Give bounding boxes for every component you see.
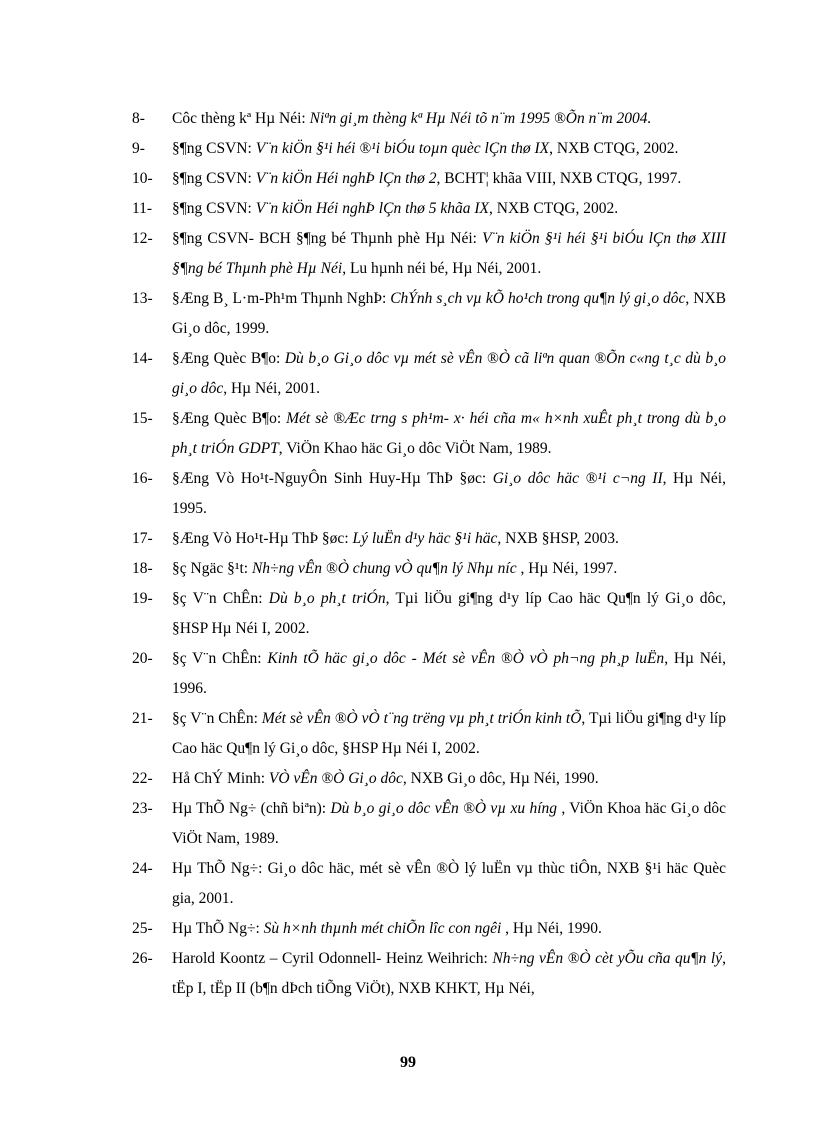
reference-item	[132, 284, 726, 344]
reference-author: §ç V¨n ChÊn:	[172, 710, 262, 727]
reference-number: 13-	[132, 290, 153, 307]
reference-item	[132, 404, 726, 464]
reference-title: Kinh tÕ häc gi¸o dôc - Mét sè vÊn ®Ò vÒ ph¬ng ph¸p luËn	[267, 650, 665, 667]
reference-item	[132, 704, 726, 764]
reference-publication: , NXB Gi¸o dôc, Hµ Néi, 1990.	[402, 770, 599, 787]
reference-number: 23-	[132, 800, 153, 817]
reference-text	[172, 404, 726, 464]
reference-text	[172, 194, 726, 224]
reference-number: 14-	[132, 350, 153, 367]
reference-number: 12-	[132, 230, 153, 247]
reference-title: Niªn gi¸m thèng kª Hµ Néi tõ n¨m 1995 ®Õn n¨m 2004.	[309, 110, 652, 127]
reference-text	[172, 134, 726, 164]
reference-text	[172, 224, 726, 284]
reference-author: Hµ ThÕ Ng÷ (chñ biªn):	[172, 800, 331, 817]
reference-item	[132, 644, 726, 704]
reference-title: V¨n kiÖn Héi nghÞ lÇn thø 5 khãa IX	[255, 200, 490, 217]
reference-author: §¶ng CSVN:	[172, 170, 256, 187]
reference-author: Hµ ThÕ Ng÷:	[172, 920, 264, 937]
reference-publication: , Hµ Néi, 1997.	[516, 560, 618, 577]
reference-publication: , Hµ Néi, 1996.	[172, 650, 726, 697]
reference-text	[172, 584, 726, 644]
reference-publication: , Tµi liÖu gi¶ng d¹y líp Cao häc Qu¶n lý Gi¸o dôc, §HSP Hµ Néi I, 2002.	[172, 590, 726, 637]
reference-publication: , ViÖn Khao häc Gi¸o dôc ViÖt Nam, 1989.	[278, 440, 552, 457]
reference-number: 10-	[132, 170, 153, 187]
reference-publication: , NXB §HSP, 2003.	[497, 530, 619, 547]
reference-number: 21-	[132, 710, 153, 727]
reference-text	[172, 164, 726, 194]
reference-number: 25-	[132, 920, 153, 937]
reference-title: Nh÷ng vÊn ®Ò chung vÒ qu¶n lý Nhµ níc	[251, 560, 517, 577]
reference-author: Hå ChÝ Minh:	[172, 770, 269, 787]
reference-item	[132, 344, 726, 404]
reference-title: Mét sè vÊn ®Ò vÒ t¨ng trëng vµ ph¸t triÓn kinh tÕ	[261, 710, 582, 727]
reference-publication: , NXB Gi¸o dôc, 1999.	[172, 290, 726, 337]
reference-number: 16-	[132, 470, 153, 487]
reference-publication: , NXB CTQG, 2002.	[489, 200, 619, 217]
reference-number: 22-	[132, 770, 153, 787]
reference-number: 15-	[132, 410, 153, 427]
reference-title: Lý luËn d¹y häc §¹i häc	[352, 530, 498, 547]
reference-text	[172, 764, 726, 794]
reference-publication: , Hµ Néi, 1995.	[172, 470, 726, 517]
reference-item	[132, 584, 726, 644]
reference-publication: , Lu hµnh néi bé, Hµ Néi, 2001.	[342, 260, 542, 277]
reference-item	[132, 104, 726, 134]
reference-number: 18-	[132, 560, 153, 577]
reference-title: Sù h×nh thµnh mét chiÕn lîc con ngêi	[263, 920, 502, 937]
reference-number: 19-	[132, 590, 153, 607]
reference-publication: , Tµi liÖu gi¶ng d¹y líp Cao häc Qu¶n lý Gi¸o dôc, §HSP Hµ Néi I, 2002.	[172, 710, 726, 757]
reference-item	[132, 794, 726, 854]
reference-item	[132, 914, 726, 944]
reference-text	[172, 944, 726, 1004]
reference-text	[172, 914, 726, 944]
reference-author: §ç V¨n ChÊn:	[172, 650, 268, 667]
reference-title: V¨n kiÖn §¹i héi §¹i biÓu lÇn thø XIII §¶ng bé Thµnh phè Hµ Néi	[172, 230, 726, 277]
reference-title: Mét sè ®Æc trng s ph¹m- x· héi cña m« h×nh xuÊt ph¸t trong dù b¸o ph¸t triÓn GDPT	[172, 410, 727, 457]
reference-text	[172, 704, 726, 764]
reference-item	[132, 764, 726, 794]
reference-item	[132, 164, 726, 194]
reference-item	[132, 194, 726, 224]
reference-title: Nh÷ng vÊn ®Ò cèt yÕu cña qu¶n lý	[492, 950, 723, 967]
reference-text	[172, 104, 726, 134]
reference-title: Dù b¸o ph¸t triÓn	[268, 590, 386, 607]
reference-title: V¨n kiÖn Héi nghÞ lÇn thø 2	[255, 170, 437, 187]
reference-publication: , NXB CTQG, 2002.	[549, 140, 679, 157]
reference-author: Harold Koontz – Cyril Odonnell- Heinz Weihrich:	[172, 950, 493, 967]
reference-item	[132, 224, 726, 284]
reference-title: ChÝnh s¸ch vµ kÕ ho¹ch trong qu¶n lý gi¸o dôc	[390, 290, 686, 307]
reference-number: 8-	[132, 110, 145, 127]
reference-author: §ç Ngäc §¹t:	[172, 560, 252, 577]
reference-item	[132, 944, 726, 1004]
reference-author: §Æng Vò Ho¹t-Hµ ThÞ §øc:	[172, 530, 353, 547]
reference-author: §ç V¨n ChÊn:	[172, 590, 269, 607]
page-number: 99	[400, 1054, 416, 1071]
reference-title: VÒ vÊn ®Ò Gi¸o dôc	[268, 770, 403, 787]
reference-publication: , Hµ Néi, 2001.	[223, 380, 320, 397]
reference-item	[132, 524, 726, 554]
reference-number: 17-	[132, 530, 153, 547]
reference-author: §¶ng CSVN:	[172, 140, 256, 157]
reference-author: §Æng Vò Ho¹t-NguyÔn Sinh Huy-Hµ ThÞ §øc:	[172, 470, 493, 487]
reference-title: Dù b¸o gi¸o dôc vÊn ®Ò vµ xu híng	[330, 800, 558, 817]
reference-text	[172, 644, 726, 704]
reference-number: 9-	[132, 140, 145, 157]
reference-number: 26-	[132, 950, 153, 967]
reference-author: Hµ ThÕ Ng÷: Gi¸o dôc häc, mét sè vÊn ®Ò lý luËn vµ thùc tiÔn, NXB §¹i häc Quèc gia, 2001.	[172, 860, 726, 907]
reference-number: 20-	[132, 650, 153, 667]
reference-author: §¶ng CSVN- BCH §¶ng bé Thµnh phè Hµ Néi:	[172, 230, 483, 247]
reference-list	[132, 104, 726, 1004]
reference-publication: , BCHT¦ khãa VIII, NXB CTQG, 1997.	[436, 170, 682, 187]
reference-publication: , Hµ Néi, 1990.	[501, 920, 602, 937]
reference-author: Côc thèng kª Hµ Néi:	[172, 110, 310, 127]
reference-text	[172, 284, 726, 344]
reference-text	[172, 854, 726, 914]
reference-item	[132, 464, 726, 524]
reference-author: §Æng Quèc B¶o:	[172, 410, 287, 427]
reference-item	[132, 134, 726, 164]
reference-author: §Æng B¸ L·m-Ph¹m Thµnh NghÞ:	[172, 290, 391, 307]
reference-number: 11-	[132, 200, 153, 217]
reference-text	[172, 794, 726, 854]
reference-number: 24-	[132, 860, 153, 877]
reference-publication: , ViÖn Khoa häc Gi¸o dôc ViÖt Nam, 1989.	[172, 800, 726, 847]
reference-author: §Æng Quèc B¶o:	[172, 350, 285, 367]
reference-title: Gi¸o dôc häc ®¹i c¬ng II	[492, 470, 663, 487]
reference-text	[172, 344, 726, 404]
reference-text	[172, 554, 726, 584]
reference-title: Dù b¸o Gi¸o dôc vµ mét sè vÊn ®Ò cã liªn quan ®Õn c«ng t¸c dù b¸o gi¸o dôc	[172, 350, 726, 397]
reference-item	[132, 554, 726, 584]
reference-text	[172, 464, 726, 524]
reference-item	[132, 854, 726, 914]
reference-text	[172, 524, 726, 554]
reference-title: V¨n kiÖn §¹i héi ®¹i biÓu toµn quèc lÇn thø IX	[255, 140, 550, 157]
reference-author: §¶ng CSVN:	[172, 200, 256, 217]
reference-publication: , tËp I, tËp II (b¶n dÞch tiÕng ViÖt), NXB KHKT, Hµ Néi,	[172, 950, 726, 997]
